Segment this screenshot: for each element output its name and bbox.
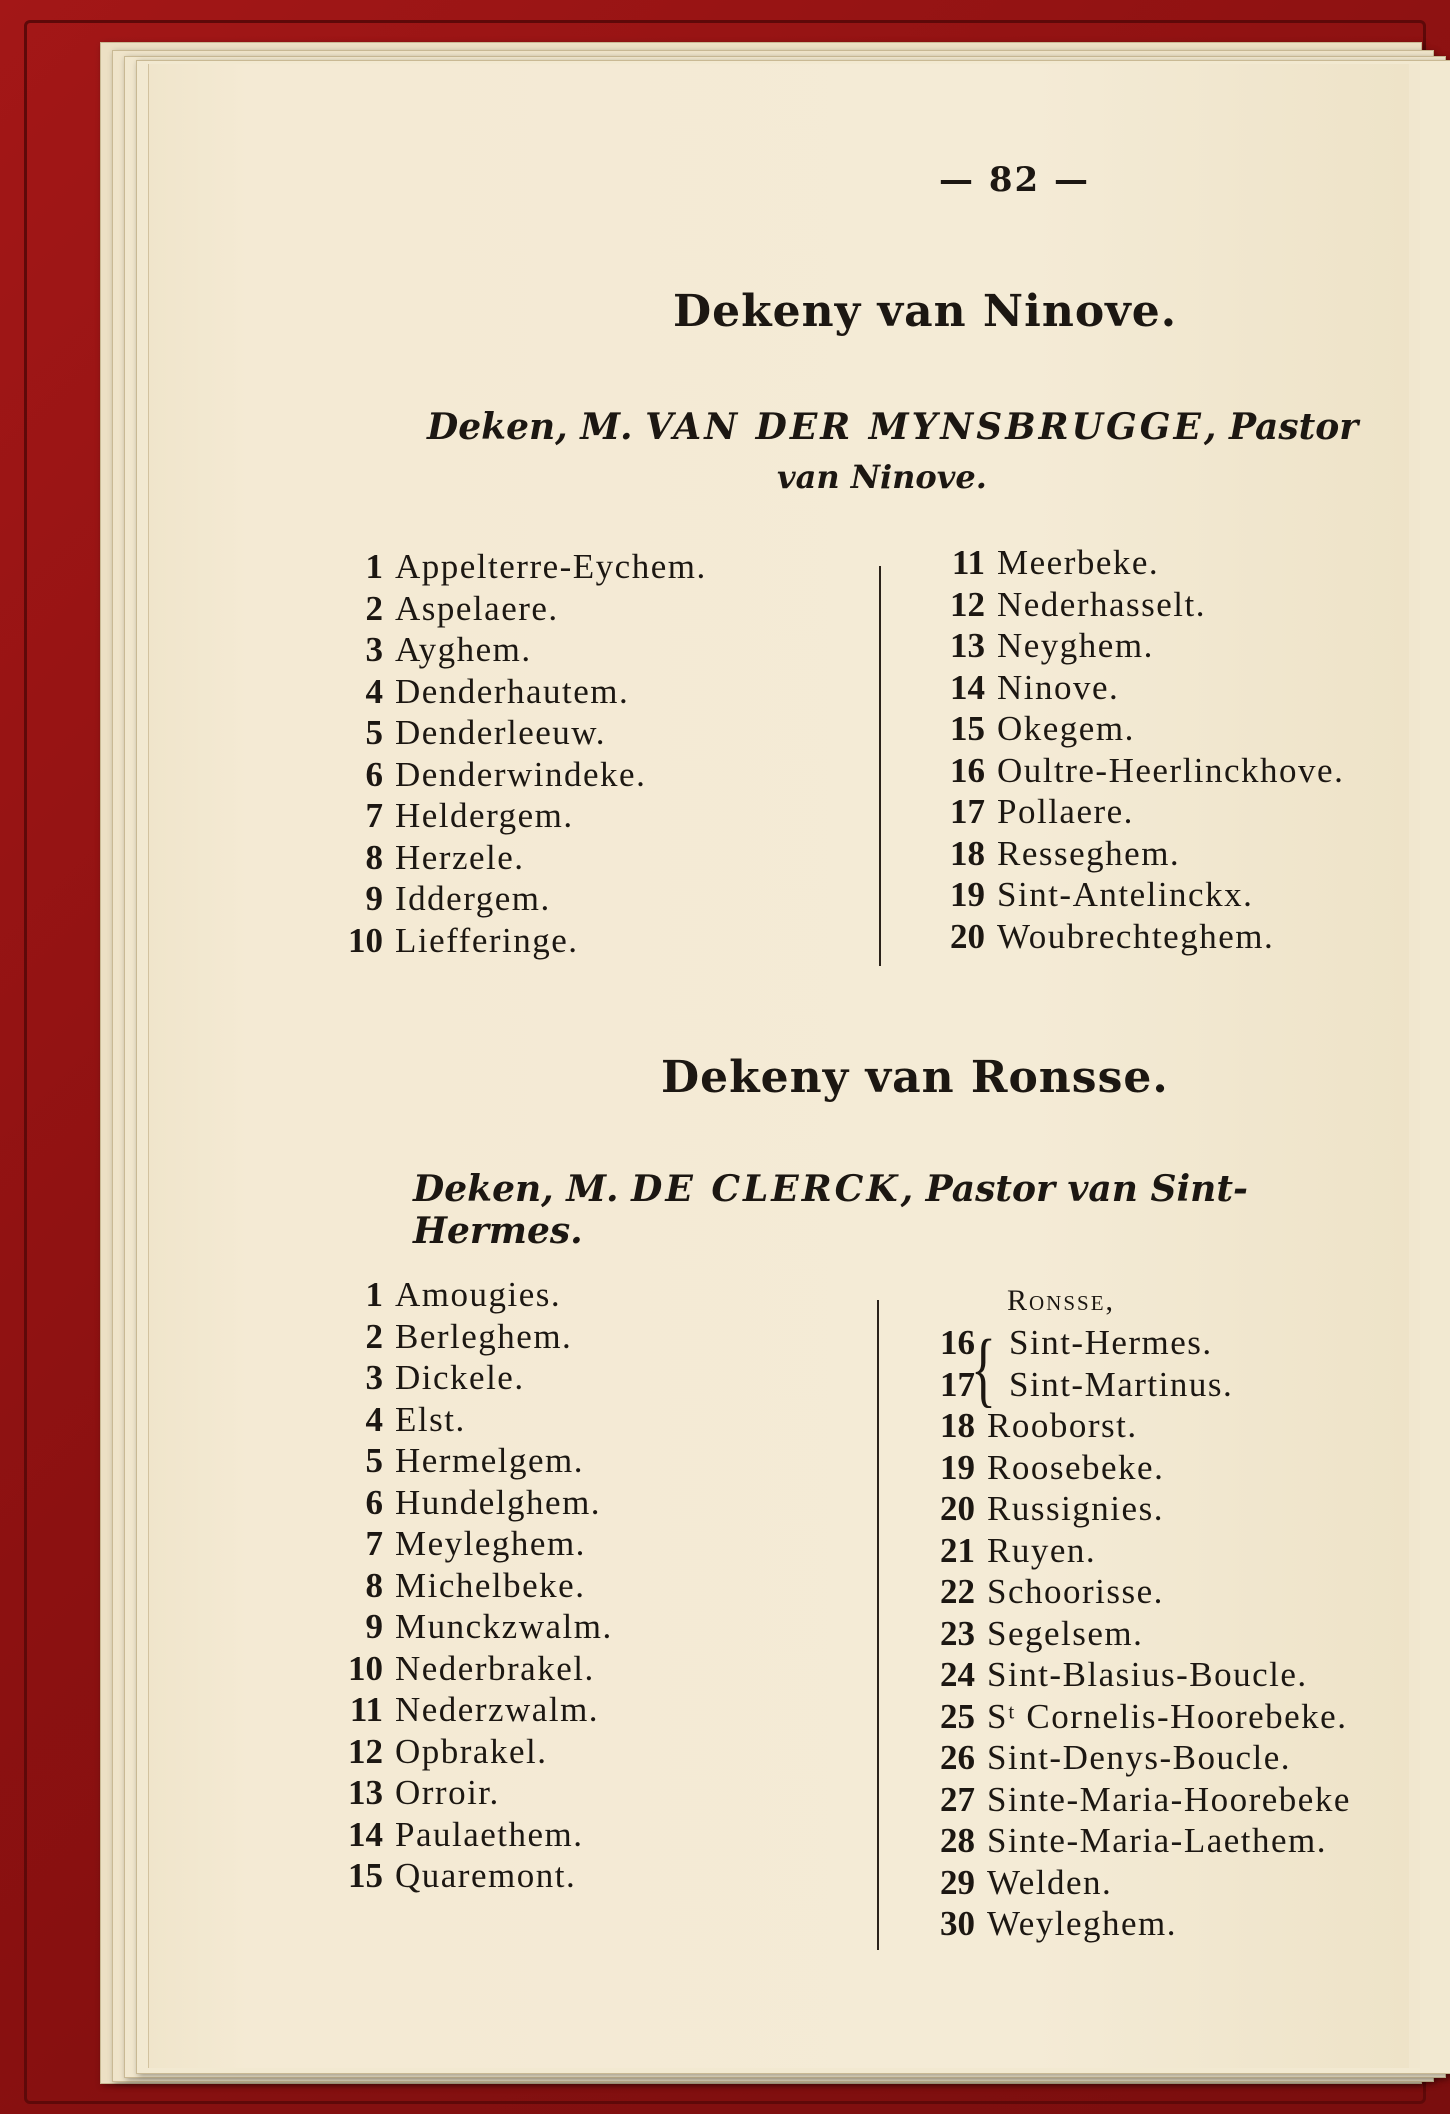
parish-name: Resseghem. <box>997 833 1181 873</box>
parish-number: 25 <box>940 1696 975 1736</box>
parish-entry <box>917 1654 1351 1696</box>
parish-name: Sint-Antelinckx. <box>997 875 1254 914</box>
parish-number: 23 <box>940 1613 975 1653</box>
parish-entry <box>325 1814 613 1856</box>
parish-name: Hermelgem. <box>395 1441 584 1480</box>
parish-entry <box>325 1731 613 1773</box>
parish-number: 30 <box>940 1904 975 1943</box>
parish-name: Denderwindeke. <box>395 754 647 794</box>
parish-entry <box>917 1405 1351 1447</box>
parish-number: 1 <box>365 1275 383 1314</box>
section-title-ronsse: Dekeny van Ronsse. <box>661 1052 1169 1103</box>
parish-number: 27 <box>940 1779 975 1819</box>
parish-name: Okegem. <box>997 709 1135 748</box>
column-divider <box>879 566 881 966</box>
parish-entry <box>325 712 707 754</box>
parish-entry <box>917 1364 1351 1406</box>
parish-name: Meerbeke. <box>997 543 1160 582</box>
parish-name: Meyleghem. <box>395 1524 586 1563</box>
book-page <box>148 64 1409 2068</box>
page-number: — 82 — <box>939 160 1090 200</box>
parish-number: 13 <box>950 626 985 665</box>
parish-name: Denderhautem. <box>395 671 630 711</box>
parish-number: 8 <box>365 1565 383 1605</box>
section-title-ninove: Dekeny van Ninove. <box>673 286 1178 337</box>
parish-number: 7 <box>365 1524 383 1563</box>
parish-entry <box>917 1696 1351 1738</box>
parish-name: Sint-Blasius-Boucle. <box>987 1655 1308 1694</box>
parish-number: 5 <box>365 713 383 752</box>
parish-name: Herzele. <box>395 837 525 877</box>
parish-number: 18 <box>940 1406 975 1445</box>
parish-name: Appelterre-Eychem. <box>395 547 707 586</box>
parish-entry <box>917 1447 1351 1489</box>
parish-number: 6 <box>365 1482 383 1522</box>
parish-name: Amougies. <box>395 1275 562 1314</box>
parish-name: Woubrechteghem. <box>997 916 1275 956</box>
parish-number: 24 <box>940 1655 975 1694</box>
parish-name: Dickele. <box>395 1358 525 1397</box>
parish-entry <box>927 542 1344 584</box>
parish-entry <box>917 1488 1351 1530</box>
parish-number: 13 <box>348 1773 383 1812</box>
parish-name: Sᵗ Cornelis-Hoorebeke. <box>987 1696 1348 1736</box>
parish-name: Weyleghem. <box>987 1904 1178 1943</box>
parish-list-ninove-right <box>927 542 1344 957</box>
parish-list-ronsse-right <box>917 1322 1351 1945</box>
parish-number: 8 <box>365 837 383 877</box>
parish-entry <box>325 1440 613 1482</box>
parish-entry <box>917 1322 1351 1364</box>
dean-suffix: , Pastor van Sint-Hermes. <box>413 1168 1248 1252</box>
parish-name: Elst. <box>395 1399 466 1439</box>
parish-entry <box>325 837 707 879</box>
parish-entry <box>927 667 1344 709</box>
parish-name: Heldergem. <box>395 796 574 835</box>
parish-name: Orroir. <box>395 1773 500 1812</box>
dean-prefix: Deken, M. <box>413 1168 619 1210</box>
parish-entry <box>325 1648 613 1690</box>
dean-parish-ninove: van Ninove. <box>777 458 987 496</box>
parish-name: Ayghem. <box>395 630 532 669</box>
parish-entry <box>325 1399 613 1441</box>
parish-number: 16 <box>950 750 985 790</box>
parish-entry <box>917 1779 1351 1821</box>
parish-entry <box>917 1613 1351 1655</box>
parish-name: Nederzwalm. <box>395 1690 600 1729</box>
parish-list-ninove-left <box>325 546 707 961</box>
parish-entry <box>927 708 1344 750</box>
parish-entry <box>325 1689 613 1731</box>
parish-number: 22 <box>940 1572 975 1611</box>
parish-name: Iddergem. <box>395 879 551 918</box>
parish-name: Aspelaere. <box>395 588 559 628</box>
parish-name: Rooborst. <box>987 1406 1138 1445</box>
parish-name: Ruyen. <box>987 1530 1097 1570</box>
parish-entry <box>927 916 1344 958</box>
parish-entry <box>927 750 1344 792</box>
parish-entry <box>917 1862 1351 1904</box>
parish-entry <box>927 584 1344 626</box>
parish-entry <box>927 833 1344 875</box>
parish-entry <box>917 1820 1351 1862</box>
parish-entry <box>325 1316 613 1358</box>
parish-number: 17 <box>950 792 985 831</box>
parish-number: 10 <box>348 920 383 960</box>
parish-entry <box>325 629 707 671</box>
parish-number: 16 <box>940 1323 975 1362</box>
parish-number: 9 <box>365 1607 383 1646</box>
column-divider <box>877 1300 879 1950</box>
parish-entry <box>325 546 707 588</box>
parish-entry <box>917 1530 1351 1572</box>
parish-number: 20 <box>940 1489 975 1528</box>
parish-number: 14 <box>348 1814 383 1854</box>
parish-entry <box>325 920 707 962</box>
parish-number: 11 <box>951 543 985 582</box>
parish-name: Russignies. <box>987 1489 1164 1528</box>
parish-number: 4 <box>365 1399 383 1439</box>
dean-line-ronsse <box>413 1168 1409 1252</box>
parish-entry <box>917 1737 1351 1779</box>
parish-number: 12 <box>950 584 985 624</box>
parish-number: 19 <box>950 875 985 914</box>
parish-number: 2 <box>365 588 383 628</box>
parish-name: Segelsem. <box>987 1613 1144 1653</box>
parish-name: Hundelghem. <box>395 1482 602 1522</box>
parish-name: Welden. <box>987 1862 1113 1902</box>
parish-number: 6 <box>365 754 383 794</box>
parish-entry <box>325 1772 613 1814</box>
parish-name: Sint-Martinus. <box>1009 1364 1234 1404</box>
parish-name: Nederbrakel. <box>395 1648 595 1688</box>
parish-name: Michelbeke. <box>395 1565 586 1605</box>
parish-entry <box>325 671 707 713</box>
parish-number: 29 <box>940 1862 975 1902</box>
parish-name: Schoorisse. <box>987 1572 1164 1611</box>
parish-name: Nederhasselt. <box>997 584 1207 624</box>
parish-number: 1 <box>365 547 383 586</box>
parish-entry <box>325 588 707 630</box>
parish-name: Oultre-Heerlinckhove. <box>997 750 1345 790</box>
parish-number: 11 <box>349 1690 383 1729</box>
parish-name: Denderleeuw. <box>395 713 607 752</box>
parish-name: Opbrakel. <box>395 1731 548 1771</box>
parish-number: 20 <box>950 916 985 956</box>
parish-name: Sinte-Maria-Laethem. <box>987 1821 1328 1860</box>
parish-entry <box>927 874 1344 916</box>
parish-name: Sinte-Maria-Hoorebeke <box>987 1779 1351 1819</box>
parish-entry <box>325 1606 613 1648</box>
parish-name: Sint-Hermes. <box>1009 1323 1213 1362</box>
dean-line-ninove <box>427 406 1358 448</box>
dean-name: VAN DER MYNSBRUGGE <box>645 406 1204 448</box>
parish-number: 12 <box>348 1731 383 1771</box>
parish-number: 5 <box>365 1441 383 1480</box>
parish-number: 10 <box>348 1648 383 1688</box>
parish-entry <box>325 1482 613 1524</box>
parish-name: Neyghem. <box>997 626 1154 665</box>
parish-entry <box>927 791 1344 833</box>
parish-number: 21 <box>940 1530 975 1570</box>
dean-name: DE CLERCK <box>631 1168 901 1210</box>
parish-name: Munckzwalm. <box>395 1607 613 1646</box>
parish-number: 14 <box>950 667 985 707</box>
parish-entry <box>325 754 707 796</box>
parish-name: Liefferinge. <box>395 920 579 960</box>
parish-list-ronsse-left <box>325 1274 613 1897</box>
parish-number: 4 <box>365 671 383 711</box>
dean-suffix: , Pastor <box>1203 406 1359 448</box>
parish-entry <box>325 795 707 837</box>
parish-entry <box>917 1903 1351 1945</box>
parish-entry <box>325 1357 613 1399</box>
parish-name: Berleghem. <box>395 1316 573 1356</box>
parish-number: 19 <box>940 1447 975 1487</box>
parish-number: 17 <box>940 1364 975 1404</box>
ronsse-heading: Ronsse, <box>1007 1284 1116 1317</box>
parish-number: 28 <box>940 1821 975 1860</box>
parish-entry <box>325 1855 613 1897</box>
parish-number: 7 <box>365 796 383 835</box>
parish-name: Paulaethem. <box>395 1814 584 1854</box>
parish-name: Pollaere. <box>997 792 1134 831</box>
dean-prefix: Deken, M. <box>427 406 633 448</box>
parish-number: 15 <box>348 1856 383 1895</box>
parish-name: Sint-Denys-Boucle. <box>987 1738 1292 1777</box>
parish-number: 3 <box>365 1358 383 1397</box>
parish-entry <box>325 878 707 920</box>
parish-entry <box>927 625 1344 667</box>
parish-name: Quaremont. <box>395 1856 577 1895</box>
parish-number: 26 <box>940 1738 975 1777</box>
brace-icon: { <box>971 1325 996 1417</box>
parish-number: 15 <box>950 709 985 748</box>
parish-number: 18 <box>950 833 985 873</box>
parish-entry <box>917 1571 1351 1613</box>
parish-name: Roosebeke. <box>987 1447 1165 1487</box>
parish-number: 9 <box>365 879 383 918</box>
parish-entry <box>325 1523 613 1565</box>
parish-name: Ninove. <box>997 667 1120 707</box>
parish-number: 3 <box>365 630 383 669</box>
parish-number: 2 <box>365 1316 383 1356</box>
parish-entry <box>325 1565 613 1607</box>
parish-entry <box>325 1274 613 1316</box>
